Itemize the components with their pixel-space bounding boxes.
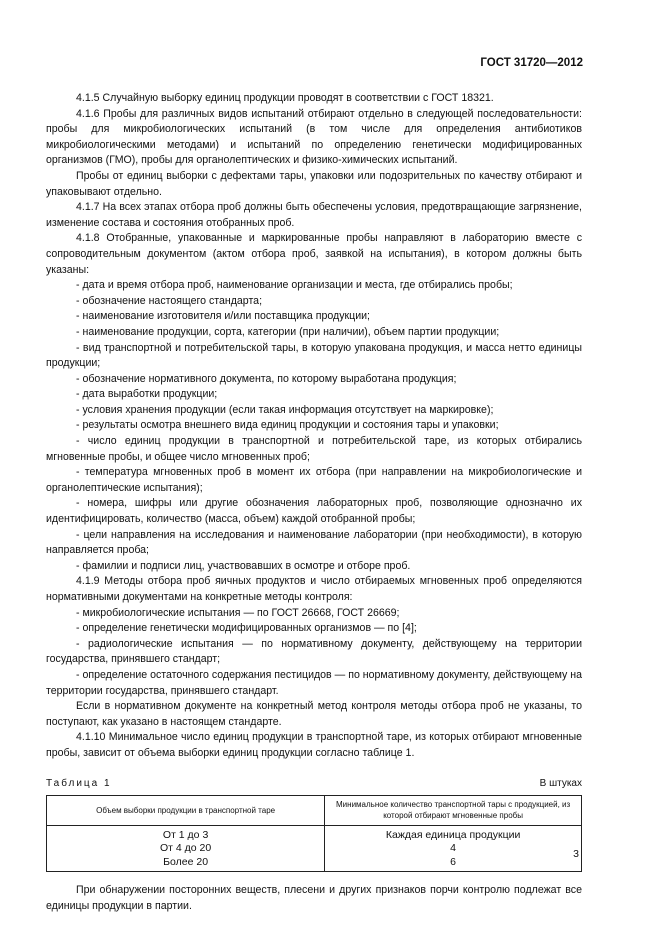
table-cell-min: 6 (325, 855, 582, 872)
table-caption: Таблица 1 (46, 777, 112, 789)
list-item: - определение генетически модифицированных организмов — по [4]; (76, 622, 417, 635)
paragraph-4-1-9: 4.1.9 Методы отбора проб яичных продуктов и число отбираемых мгновенных проб определяются нормативными документами на конкретные методы контроля: (46, 575, 582, 603)
list-item: - обозначение настоящего стандарта; (76, 294, 263, 307)
table-cell-min: Каждая единица продукции (325, 825, 582, 841)
list-item: - вид транспортной и потребительской тары, в которую упакована продукция, и масса нетто единицы продукции; (46, 341, 582, 370)
table-row (47, 855, 582, 872)
list-item: - число единиц продукции в транспортной и потребительской таре, из которых отбирались мгновенные пробы, и общее число мгновенных проб; (46, 435, 582, 463)
table-header-min-containers: Минимальное количество транспортной тары с продукцией, из которой отбирают мгновенные пробы (325, 795, 582, 825)
paragraph-4-1-10: 4.1.10 Минимальное число единиц продукции в транспортной таре, из которых отбирают мгновенные пробы, зависит от объема выборки единиц продукции согласно таблице 1. (46, 731, 582, 759)
list-item: - номера, шифры или другие обозначения лабораторных проб, позволяющие однозначно их идентифицировать, количество (масса, объем) каждой отобранной пробы; (46, 497, 582, 526)
list-item: - результаты осмотра внешнего вида единиц продукции и состояния тары и упаковки; (76, 419, 499, 432)
table-row (47, 825, 582, 841)
paragraph-4-1-8: 4.1.8 Отобранные, упакованные и маркированные пробы направляют в лабораторию вместе с сопроводительным документом (актом отбора проб, заявкой на испытания), в котором должны быть указаны: (46, 232, 582, 276)
paragraph-4-1-5: 4.1.5 Случайную выборку единиц продукции проводят в соответствии с ГОСТ 18321. (76, 92, 494, 104)
document-code: ГОСТ 31720—2012 (480, 57, 583, 69)
paragraph-missing-methods: Если в нормативном документе на конкретный метод контроля методы отбора проб не указаны, то поступают, как указано в настоящем стандарте. (46, 700, 582, 728)
paragraph-defects: Пробы от единиц выборки с дефектами тары, упаковки или подозрительных по качеству отбирают и упаковывают отдельно. (46, 169, 582, 198)
table-cell-sample: Более 20 (47, 855, 325, 872)
list-item: - микробиологические испытания — по ГОСТ 26668, ГОСТ 26669; (76, 606, 400, 619)
list-item: - дата выработки продукции; (76, 388, 218, 401)
paragraph-4-1-6: 4.1.6 Пробы для различных видов испытаний отбирают отдельно в следующей последовательности: пробы для микробиологических испытаний (в том числе для определения антибиотиков микробиологическими методами) и испытаний по определению генетически модифицированных организмов (ГМО), пробы для органолептических и физико-химических испытаний. (46, 107, 582, 167)
table-units: В штуках (539, 777, 582, 789)
table-row (47, 841, 582, 855)
table-1 (46, 795, 582, 873)
page-number: 3 (573, 848, 579, 860)
list-item: - дата и время отбора проб, наименование организации и места, где отбирались пробы; (76, 279, 513, 292)
list-item: - обозначение нормативного документа, по которому выработана продукция; (76, 372, 457, 385)
list-4-1-8 (46, 278, 582, 574)
list-item: - радиологические испытания — по нормативному документу, действующему на территории государства, принявшего стандарт; (46, 637, 582, 666)
list-item: - наименование продукции, сорта, категории (при наличии), объем партии продукции; (76, 325, 500, 338)
table-cell-min: 4 (325, 841, 582, 855)
table-cell-sample: От 4 до 20 (47, 841, 325, 855)
list-4-1-9 (46, 606, 582, 700)
table-header-sample-volume: Объем выборки продукции в транспортной таре (47, 795, 325, 825)
list-item: - определение остаточного содержания пестицидов — по нормативному документу, действующему на территории государства, принявшего стандарт. (46, 668, 582, 697)
table-caption-row (46, 776, 582, 791)
list-item: - фамилии и подписи лиц, участвовавших в осмотре и отборе проб. (76, 559, 411, 572)
paragraph-spoilage: При обнаружении посторонних веществ, плесени и других признаков порчи контролю подлежат все единицы продукции в партии. (46, 884, 582, 912)
page-body (46, 91, 582, 914)
list-item: - цели направления на исследования и наименование лаборатории (при необходимости), в которую направляется проба; (46, 528, 582, 557)
paragraph-4-1-7: 4.1.7 На всех этапах отбора проб должны быть обеспечены условия, предотвращающие загрязнение, изменение состава и состояния отобранных проб. (46, 201, 582, 229)
list-item: - условия хранения продукции (если такая информация отсутствует на маркировке); (76, 403, 494, 416)
list-item: - температура мгновенных проб в момент их отбора (при направлении на микробиологические и органолептические испытания); (46, 466, 582, 494)
list-item: - наименование изготовителя и/или поставщика продукции; (76, 310, 371, 323)
table-cell-sample: От 1 до 3 (47, 825, 325, 841)
